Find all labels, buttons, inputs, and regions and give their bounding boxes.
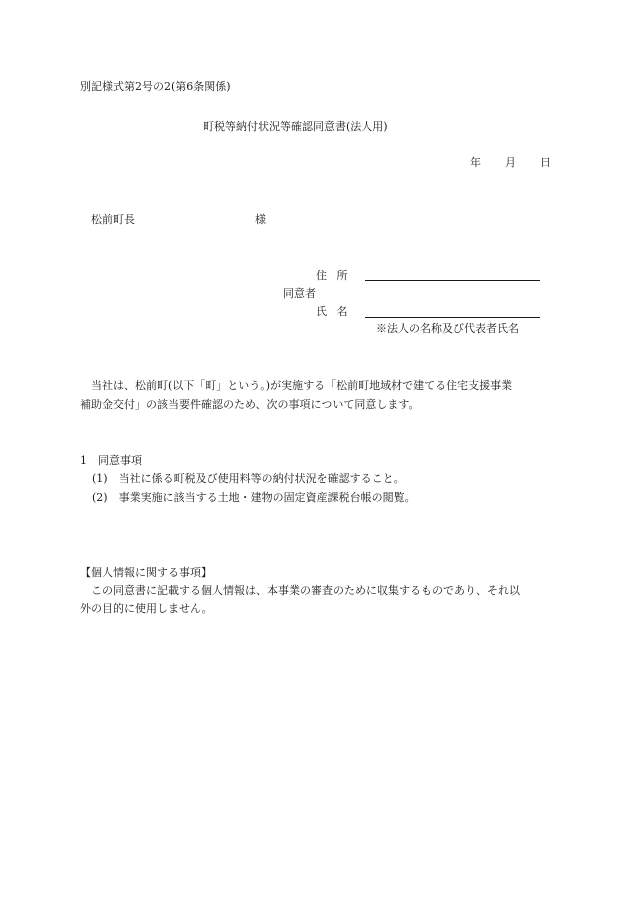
date-month-label: 月 bbox=[505, 156, 516, 169]
address-underline bbox=[365, 280, 540, 281]
consent-item-1: (1) 当社に係る町税及び使用料等の納付状況を確認すること。 bbox=[92, 472, 405, 485]
privacy-line-2: 外の目的に使用しません。 bbox=[80, 602, 213, 615]
form-number: 別記様式第2号の2(第6条関係) bbox=[80, 80, 231, 93]
name-underline bbox=[365, 317, 540, 318]
addressee-name: 松前町長 bbox=[91, 213, 135, 226]
address-label: 住 所 bbox=[316, 269, 348, 282]
body-line-1: 当社は、松前町(以下「町」という。)が実施する「松前町地域材で建てる住宅支援事業 bbox=[91, 379, 513, 392]
consent-items-heading: 1 同意事項 bbox=[80, 454, 142, 467]
name-label: 氏 名 bbox=[316, 305, 348, 318]
addressee-honorific: 様 bbox=[255, 213, 266, 226]
date-day-label: 日 bbox=[540, 156, 551, 169]
privacy-line-1: この同意書に記載する個人情報は、本事業の審査のために収集するものであり、それ以 bbox=[91, 584, 520, 597]
privacy-heading: 【個人情報に関する事項】 bbox=[80, 566, 212, 579]
consenter-label: 同意者 bbox=[283, 287, 316, 300]
consent-item-2: (2) 事業実施に該当する土地・建物の固定資産課税台帳の閲覧。 bbox=[92, 491, 416, 504]
body-line-2: 補助金交付」の該当要件確認のため、次の事項について同意します。 bbox=[80, 398, 420, 411]
date-year-label: 年 bbox=[470, 156, 481, 169]
document-title: 町税等納付状況等確認同意書(法人用) bbox=[203, 120, 388, 133]
name-note: ※法人の名称及び代表者氏名 bbox=[376, 322, 519, 335]
